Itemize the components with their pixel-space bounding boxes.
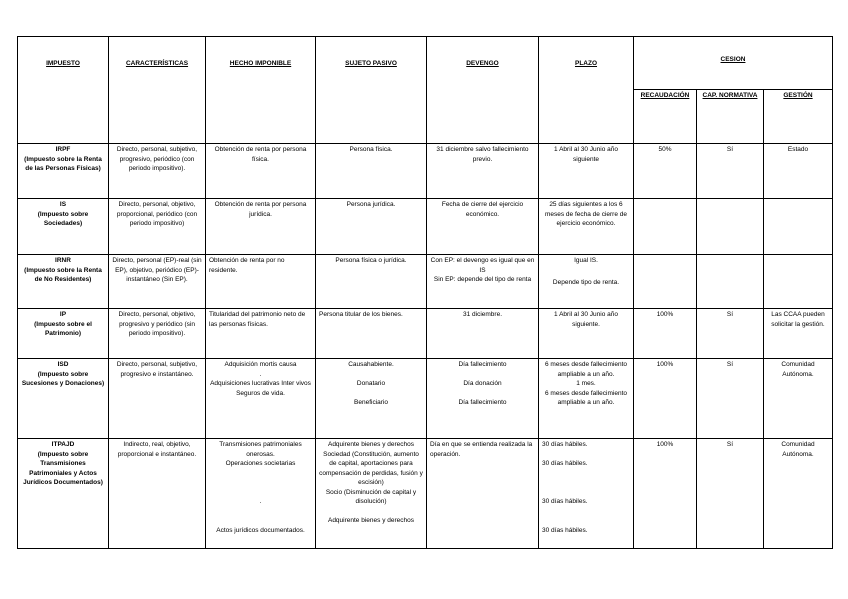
plazo-cell — [539, 144, 634, 199]
plazo-line: 1 Abril al 30 Junio año siguiente — [554, 146, 618, 163]
tax-name-cell — [18, 439, 109, 549]
hecho-line: Titularidad del patrimonio neto de las personas físicas. — [209, 311, 306, 328]
tax-full-name: (Impuesto sobre Transmisiones Patrimoniales y Actos Jurídicos Documentados) — [23, 450, 103, 486]
gestion-cell: Estado — [764, 144, 833, 199]
plazo-cell — [539, 439, 634, 549]
plazo-line: 30 días hábiles. — [542, 460, 588, 467]
tax-acronym: IRNR — [55, 257, 71, 264]
plazo-line: 6 meses desde fallecimiento ampliable a un año. — [544, 389, 627, 406]
hecho-imponible-cell — [206, 255, 316, 309]
devengo-cell — [427, 199, 539, 255]
plazo-cell — [539, 255, 634, 309]
tax-full-name: (Impuesto sobre Sucesiones y Donaciones) — [21, 370, 105, 387]
table-row — [18, 439, 833, 549]
sujeto-line: Adquirente bienes y derechos — [327, 517, 414, 524]
devengo-cell — [427, 309, 539, 359]
hecho-line: Obtención de renta por no residente. — [209, 257, 285, 274]
plazo-line: 25 días siguientes a los 6 meses de fecha de cierre de ejercicio económico. — [544, 201, 628, 227]
sujeto-line — [319, 389, 423, 399]
tax-name-cell — [18, 309, 109, 359]
plazo-line: 6 meses desde fallecimiento ampliable a un año. — [544, 361, 627, 378]
hecho-line — [209, 488, 312, 498]
tax-full-name: (Impuesto sobre Sociedades) — [37, 210, 89, 227]
caracteristicas-cell: Directo, personal (EP)-real (sin EP), objetivo, periódico (EP)-instantáneo (Sin EP). — [109, 255, 206, 309]
tax-name-cell — [18, 144, 109, 199]
caracteristicas-cell: Indirecto, real, objetivo, proporcional e instantáneo. — [109, 439, 206, 549]
plazo-line: 1 mes. — [576, 380, 596, 387]
gestion-cell — [764, 199, 833, 255]
sujeto-line: Beneficiario — [354, 399, 388, 406]
devengo-line: 31 diciembre. — [462, 311, 503, 318]
cap-normativa-cell — [697, 255, 764, 309]
cap-normativa-cell: Sí — [697, 359, 764, 439]
devengo-cell — [427, 359, 539, 439]
sujeto-line — [319, 370, 423, 380]
devengo-line: Día fallecimiento — [458, 361, 507, 368]
hecho-line: Seguros de vida. — [236, 389, 285, 397]
recaudacion-cell: 50% — [634, 144, 697, 199]
recaudacion-cell — [634, 255, 697, 309]
plazo-line — [542, 469, 630, 479]
hecho-line: Adquisiciones lucrativas Inter vivos — [210, 380, 311, 387]
table-row — [18, 309, 833, 359]
devengo-line: Día en que se entienda realizada la operación. — [430, 441, 533, 458]
plazo-line: 30 días hábiles. — [542, 526, 588, 534]
plazo-line — [542, 478, 630, 488]
sujeto-line — [319, 507, 423, 517]
sujeto-line: Causahabiente. — [348, 361, 394, 368]
table-row — [18, 144, 833, 199]
plazo-line — [542, 450, 630, 460]
plazo-cell — [539, 359, 634, 439]
devengo-cell — [427, 439, 539, 549]
hecho-imponible-cell — [206, 199, 316, 255]
devengo-line: Día fallecimiento — [458, 399, 507, 406]
plazo-line: Igual IS. — [574, 257, 598, 264]
tax-acronym: IS — [59, 201, 67, 208]
cap-normativa-cell: Sí — [697, 439, 764, 549]
recaudacion-cell — [634, 199, 697, 255]
sujeto-pasivo-cell — [316, 144, 427, 199]
sujeto-pasivo-cell — [316, 309, 427, 359]
sujeto-line: Persona jurídica. — [346, 201, 396, 208]
hecho-line: . — [259, 370, 262, 378]
tax-name-cell — [18, 255, 109, 309]
plazo-line — [542, 488, 630, 498]
tax-name-cell — [18, 359, 109, 439]
header-cap-normativa: CAP. NORMATIVA — [697, 90, 764, 144]
hecho-line: Actos jurídicos documentados. — [216, 526, 305, 534]
devengo-cell — [427, 255, 539, 309]
tax-full-name: (Impuesto sobre la Renta de No Residentes) — [24, 266, 102, 283]
recaudacion-cell: 100% — [634, 309, 697, 359]
hecho-line: Obtención de renta por persona jurídica. — [214, 201, 307, 218]
hecho-line: Transmisiones patrimoniales onerosas. — [219, 441, 302, 458]
header-devengo: DEVENGO — [427, 37, 539, 144]
cap-normativa-cell: Sí — [697, 309, 764, 359]
header-sujeto-pasivo: SUJETO PASIVO — [316, 37, 427, 144]
hecho-imponible-cell — [206, 144, 316, 199]
sujeto-line: Persona física o jurídica. — [335, 257, 407, 264]
hecho-imponible-cell — [206, 309, 316, 359]
devengo-cell — [427, 144, 539, 199]
cap-normativa-cell — [697, 199, 764, 255]
header-recaudacion: RECAUDACIÓN — [634, 90, 697, 144]
plazo-line: 30 días hábiles. — [542, 498, 588, 505]
tax-table — [17, 36, 833, 549]
hecho-line — [209, 516, 312, 526]
hecho-line — [209, 507, 312, 517]
header-impuesto: IMPUESTO — [18, 37, 109, 144]
sujeto-pasivo-cell — [316, 255, 427, 309]
plazo-cell — [539, 199, 634, 255]
hecho-imponible-cell — [206, 439, 316, 549]
devengo-line: Día donación — [463, 380, 502, 387]
gestion-cell — [764, 255, 833, 309]
plazo-line: Depende tipo de renta. — [552, 278, 620, 286]
caracteristicas-cell: Directo, personal, objetivo, proporcional, periódico (con periodo impositivo) — [109, 199, 206, 255]
sujeto-pasivo-cell — [316, 439, 427, 549]
devengo-line: Con EP: el devengo es igual que en IS — [430, 257, 535, 274]
table-row — [18, 199, 833, 255]
caracteristicas-cell: Directo, personal, subjetivo, progresivo, periódico (con periodo impositivo). — [109, 144, 206, 199]
tax-acronym: IRPF — [55, 146, 71, 153]
sujeto-line: Persona física. — [349, 146, 393, 153]
hecho-line: Operaciones societarias — [225, 460, 296, 467]
header-caracteristicas: CARACTERÍSTICAS — [109, 37, 206, 144]
tax-full-name: (Impuesto sobre el Patrimonio) — [34, 320, 92, 337]
caracteristicas-cell: Directo, personal, objetivo, progresivo y periódico (sin periodo impositivo). — [109, 309, 206, 359]
plazo-line — [542, 516, 630, 526]
plazo-line — [542, 507, 630, 517]
tax-acronym: ITPAJD — [51, 441, 75, 448]
hecho-line: . — [259, 498, 262, 505]
sujeto-line: Socio (Disminución de capital y disolución) — [325, 488, 417, 505]
devengo-line: Fecha de cierre del ejercicio económico. — [441, 201, 524, 218]
hecho-line: Adquisición mortis causa — [224, 361, 297, 368]
devengo-line: 31 diciembre salvo fallecimiento previo. — [436, 146, 529, 163]
sujeto-line: Persona titular de los bienes. — [319, 311, 403, 318]
gestion-cell: Las CCAA pueden solicitar la gestión. — [764, 309, 833, 359]
table-row — [18, 255, 833, 309]
tax-name-cell — [18, 199, 109, 255]
hecho-line: Obtención de renta por persona física. — [214, 146, 307, 163]
header-cesion: CESION — [634, 37, 833, 90]
plazo-line: 1 Abril al 30 Junio año siguiente. — [554, 311, 618, 328]
plazo-line: 30 días hábiles. — [542, 441, 588, 448]
sujeto-pasivo-cell — [316, 359, 427, 439]
header-hecho-imponible: HECHO IMPONIBLE — [206, 37, 316, 144]
devengo-line — [430, 389, 535, 399]
caracteristicas-cell: Directo, personal, subjetivo, progresivo e instantáneo. — [109, 359, 206, 439]
gestion-cell: Comunidad Autónoma. — [764, 439, 833, 549]
devengo-line: Sin EP: depende del tipo de renta — [433, 276, 532, 283]
hecho-line — [209, 478, 312, 488]
cap-normativa-cell: Sí — [697, 144, 764, 199]
sujeto-line: Sociedad (Constitución, aumento de capital, aportaciones para compensación de perdidas, fusión y escisión) — [319, 450, 423, 486]
gestion-cell: Comunidad Autónoma. — [764, 359, 833, 439]
plazo-cell — [539, 309, 634, 359]
header-plazo: PLAZO — [539, 37, 634, 144]
devengo-line — [430, 370, 535, 380]
sujeto-line: Adquirente bienes y derechos — [327, 441, 414, 448]
tax-full-name: (Impuesto sobre la Renta de las Personas Físicas) — [24, 155, 102, 172]
recaudacion-cell: 100% — [634, 359, 697, 439]
recaudacion-cell: 100% — [634, 439, 697, 549]
table-row — [18, 359, 833, 439]
header-gestion: GESTIÓN — [764, 90, 833, 144]
sujeto-line: Donatario — [356, 380, 386, 387]
tax-acronym: ISD — [57, 361, 69, 368]
sujeto-pasivo-cell — [316, 199, 427, 255]
hecho-imponible-cell — [206, 359, 316, 439]
hecho-line — [209, 469, 312, 479]
tax-acronym: IP — [59, 311, 67, 318]
